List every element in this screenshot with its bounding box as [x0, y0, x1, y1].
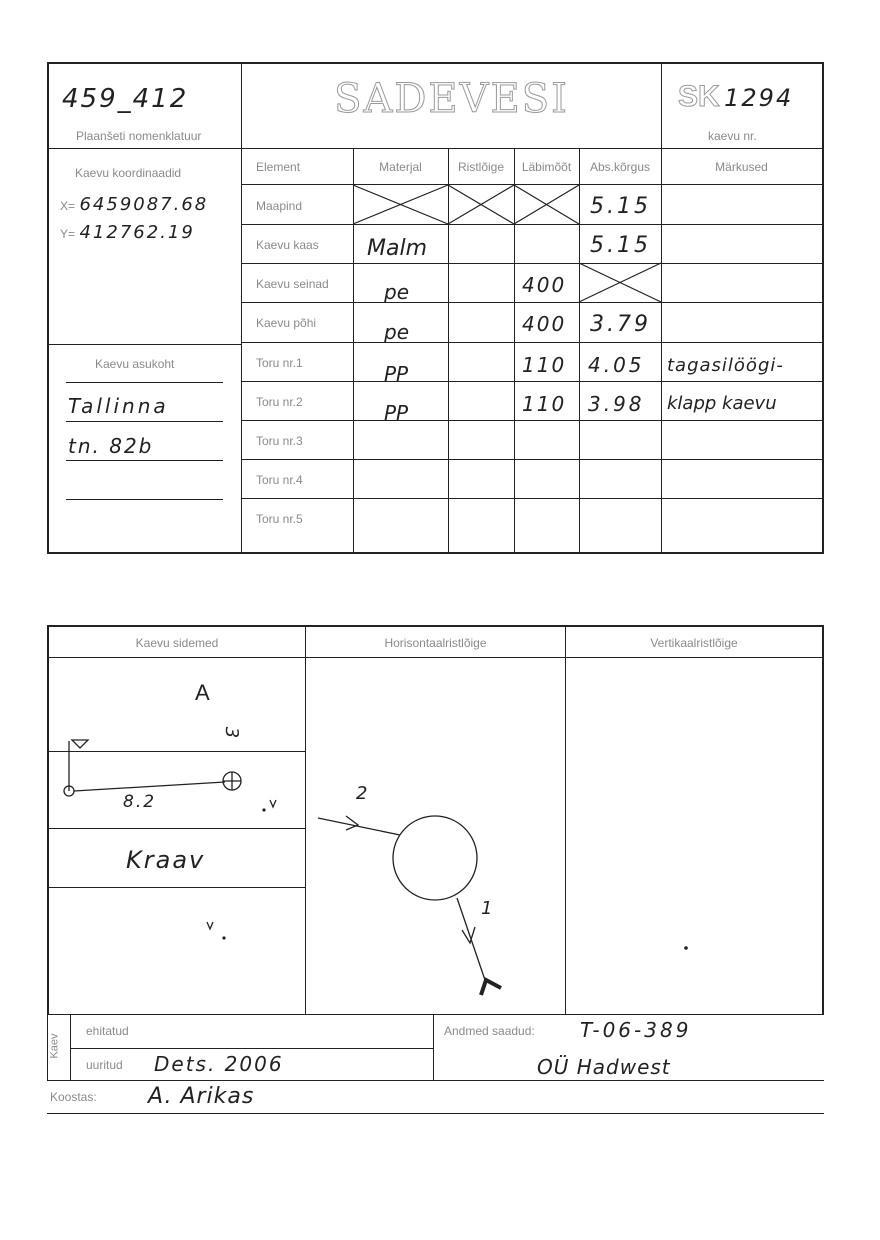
form-title: SADEVESI — [334, 76, 569, 122]
col-header-diameter: Läbimõõt — [521, 160, 572, 174]
well-label: kaevu nr. — [708, 129, 757, 143]
row2-height: 5.15 — [590, 233, 651, 258]
pipe-out-label: 1 — [481, 898, 493, 919]
row-element-4: Kaevu põhi — [256, 316, 317, 330]
location-line1: Tallinna — [68, 394, 169, 418]
row6-diameter: 110 — [522, 392, 567, 416]
coord-x-value: 6459087.68 — [79, 194, 209, 215]
surveyed-label: uuritud — [86, 1058, 123, 1072]
sketch-header-links: Kaevu sidemed — [135, 636, 219, 650]
row-element-6: Toru nr.2 — [256, 395, 303, 409]
author-value: A. Arikas — [148, 1084, 255, 1109]
row5-diameter: 110 — [522, 353, 567, 377]
row6-note: klapp kaevu — [667, 393, 777, 414]
footer-side-label: Kaev — [48, 1033, 61, 1059]
sketch-header-vertical: Vertikaalristlõige — [650, 636, 738, 650]
row-element-7: Toru nr.3 — [256, 434, 303, 448]
row5-height: 4.05 — [588, 353, 645, 377]
data-company: OÜ Hadwest — [537, 1055, 671, 1079]
row-element-8: Toru nr.4 — [256, 473, 303, 487]
side-number: 3 — [221, 726, 243, 739]
col-header-section: Ristlõige — [457, 160, 505, 174]
row-element-5: Toru nr.1 — [256, 356, 303, 370]
coord-y-value: 412762.19 — [79, 222, 195, 243]
col-header-notes: Märkused — [715, 160, 768, 174]
sheet-label: Plaanšeti nomenklatuur — [76, 129, 202, 143]
row4-height: 3.79 — [590, 312, 651, 337]
row6-material: PP — [384, 401, 409, 425]
coordinates-label: Kaevu koordinaadid — [75, 166, 182, 180]
col-header-material: Materjal — [379, 160, 422, 174]
installed-label: ehitatud — [86, 1024, 129, 1038]
pipe-in-label: 2 — [356, 783, 368, 804]
row5-material: PP — [384, 362, 409, 386]
ditch-label: Kraav — [126, 846, 206, 874]
location-line2: tn. 82b — [68, 434, 154, 458]
row4-diameter: 400 — [522, 312, 567, 336]
col-header-element: Element — [256, 160, 301, 174]
row-element-3: Kaevu seinad — [256, 277, 329, 291]
row1-height: 5.15 — [590, 194, 651, 219]
row6-height: 3.98 — [588, 392, 645, 416]
row-element-1: Maapind — [256, 199, 303, 213]
row2-material: Malm — [367, 236, 428, 261]
row3-diameter: 400 — [522, 273, 567, 297]
row3-material: pe — [384, 280, 409, 304]
surveyed-value: Dets. 2006 — [154, 1052, 284, 1076]
row5-note: tagasilöögi- — [667, 355, 784, 376]
coord-y-prefix: Y= — [60, 227, 76, 241]
row4-material: pe — [384, 320, 409, 344]
sheet-number: 459_412 — [62, 84, 189, 114]
data-ref: T-06-389 — [580, 1018, 692, 1042]
row-element-2: Kaevu kaas — [256, 238, 319, 252]
coord-x-prefix: X= — [60, 199, 76, 213]
col-header-height: Abs.kõrgus — [589, 160, 651, 174]
point-label: A — [195, 680, 210, 705]
author-label: Koostas: — [50, 1090, 97, 1104]
data-label: Andmed saadud: — [444, 1024, 535, 1038]
row-element-9: Toru nr.5 — [256, 512, 303, 526]
location-label: Kaevu asukoht — [95, 357, 175, 371]
well-prefix: SK — [678, 80, 720, 113]
distance-label: 8.2 — [123, 792, 157, 812]
sketch-header-horizontal: Horisontaalristlõige — [384, 636, 487, 650]
well-number-value: 1294 — [724, 84, 794, 112]
